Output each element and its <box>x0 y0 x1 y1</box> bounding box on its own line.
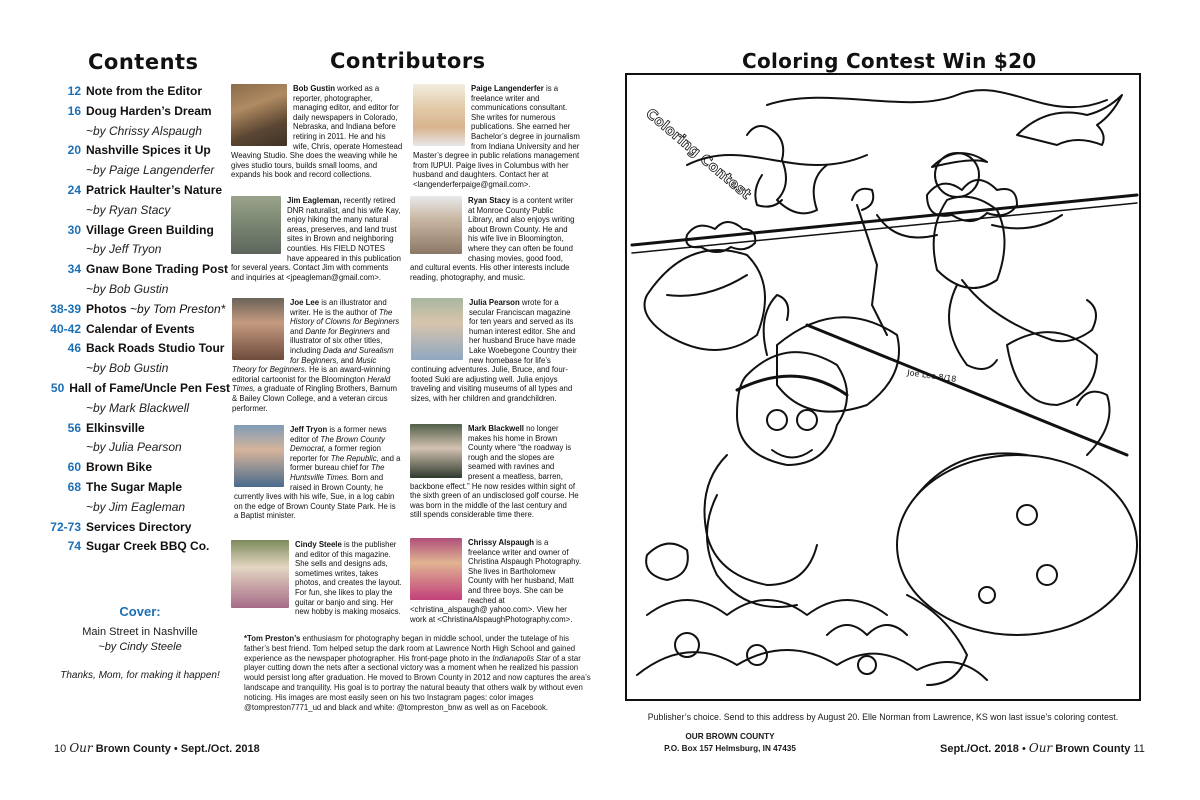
cover-description: Main Street in Nashville <box>82 626 198 638</box>
toc-item[interactable]: 20 Nashville Spices it Up <box>67 143 211 158</box>
art-title-lettering: Coloring Contest <box>642 105 754 203</box>
toc-item[interactable]: 40-42 Calendar of Events <box>50 321 195 336</box>
joe-lee-photo <box>232 298 284 360</box>
toc-item[interactable]: 68 The Sugar Maple <box>67 479 183 494</box>
bio-cindy-steele: Cindy Steele is the publisher and editor of this magazine. She sells and designs ads, sometimes writes, takes photos, and creates the layout. For fun, she likes to play the guitar or banjo and sing. Her new hobby is making mosaics. <box>231 540 405 617</box>
tom-preston-note: *Tom Preston’s enthusiasm for photography began in middle school, under the tutelage of his father’s best friend. Tom helped setup the dark room at Lawrence North High School and gained experience as the newspaper photographer. His front-page photo in the Indianapolis Star of a star player cutting down the nets after a sectional victory was a moment when he realized his passion would persist long after graduation. He moved to Brown County in 2012 and now captures the area’s landscape and tranquility. His goal is to portray the natural beauty that others walk by without even noticing. His images are most easily seen on his two Instagram pages: color images @tompreston7771_ud and black and white: @tompreston_bnw as well as on Facebook. <box>244 634 591 712</box>
bio-chrissy-alspaugh: Chrissy Alspaugh is a freelance writer and owner of Christina Alspaugh Photography. She lives in Bartholomew County with her husband, Matt and three boys. She can be reached at <christina_alspaugh@ yahoo.com>. View her work at <ChristinaAlspaughPhotography.com>. <box>410 538 581 624</box>
toc-byline: ~by Jim Eagleman <box>86 499 186 514</box>
toc-item[interactable]: 34 Gnaw Bone Trading Post <box>67 262 229 277</box>
bio-mark-blackwell: Mark Blackwell no longer makes his home in Brown County where “the roadway is rough and the slopes are seamed with ravines and present a meatless, barren, backbone effect.” He now resides within sight of the sixth green of an undisclosed golf course. He was born in the middle of the last century and still spends considerable time there. <box>410 424 579 520</box>
toc-byline: ~by Ryan Stacy <box>86 202 171 217</box>
toc-byline: ~by Paige Langenderfer <box>86 163 215 178</box>
toc-item[interactable]: 74 Sugar Creek BBQ Co. <box>67 539 210 554</box>
magazine-logo-our: Our <box>1028 741 1053 755</box>
bio-jim-eagleman: Jim Eagleman, recently retired DNR naturalist, and his wife Kay, enjoy hiking the many natural areas, preserves, and land trust sites in Brown and neighboring counties. His FIELD NOTES have appeared in this publication for several years. Contact Jim with comments and inquiries at <jpeagleman@gmail.com>. <box>231 196 402 282</box>
toc-byline: ~by Mark Blackwell <box>86 400 190 415</box>
toc-byline: ~by Julia Pearson <box>86 440 182 455</box>
toc-item[interactable]: 46 Back Roads Studio Tour <box>67 341 225 356</box>
toc-byline: ~by Bob Gustin <box>86 281 169 296</box>
toc-item[interactable]: 72-73 Services Directory <box>50 519 192 534</box>
toc-byline: ~by Jeff Tryon <box>86 242 162 257</box>
cindy-steele-photo <box>231 540 289 608</box>
coloring-contest-heading: Coloring Contest Win $20 <box>742 49 1037 73</box>
cover-title: Cover: <box>119 604 161 619</box>
cover-byline: ~by Cindy Steele <box>98 641 182 653</box>
mark-blackwell-photo <box>410 424 462 478</box>
contributors-heading: Contributors <box>330 49 486 73</box>
toc-byline: ~by Chrissy Alspaugh <box>86 123 202 138</box>
footer-left: 10 Our Brown County • Sept./Oct. 2018 <box>54 741 260 755</box>
artist-signature: Joe Lee 8/18 <box>906 368 957 384</box>
bob-gustin-photo <box>231 84 287 146</box>
toc-item[interactable]: 12 Note from the Editor <box>67 84 202 98</box>
bio-paige-langenderfer: Paige Langenderfer is a freelance writer and communications consultant. She writes for numerous publications. She earned her Bachelor’s degree in journalism from Indiana University and her Master’s degree in public relations management from IUPUI. Paige lives in Columbus with her husband and daughters. Contact her at <langenderferpaige@gmail.com>. <box>413 84 580 189</box>
toc-item[interactable]: 24 Patrick Haulter’s Nature <box>67 182 223 197</box>
page-number-left: 10 <box>54 743 67 755</box>
bio-joe-lee: Joe Lee is an illustrator and writer. He is the author of The History of Clowns for Beginners and Dante for Beginners and illustrator of six other titles, including Dada and Surealism for Beginners, and Music Theory for Beginners. He is an award-winning editorial cartoonist for the Bloomington Herald Times, a graduate of Ringling Brothers, Barnum & Bailey Clown College, and a veteran circus performer. <box>232 298 400 413</box>
toc-item[interactable]: 16 Doug Harden’s Dream <box>67 103 212 118</box>
table-of-contents <box>40 84 230 559</box>
toc-item[interactable]: 56 Elkinsville <box>67 420 145 435</box>
toc-item[interactable]: 60 Brown Bike <box>67 460 153 475</box>
issue-date: Sept./Oct. 2018 <box>940 743 1019 755</box>
bio-ryan-stacy: Ryan Stacy is a content writer at Monroe County Public Library, and also enjoys writing about Brown County. He and his wife live in Bloomington, where they can often be found chasing movies, good food, and cultural events. His other interests include reading, photography, and music. <box>410 196 575 282</box>
issue-date: Sept./Oct. 2018 <box>180 743 260 755</box>
line-art-illustration <box>627 75 1139 699</box>
jim-eagleman-photo <box>231 196 281 254</box>
mailing-address: OUR BROWN COUNTY P.O. Box 157 Helmsburg, IN 47435 <box>664 732 796 753</box>
contest-note: Publisher’s choice. Send to this address by August 20. Elle Norman from Lawrence, KS won last issue’s coloring contest. <box>647 712 1119 722</box>
ryan-stacy-photo <box>410 196 462 254</box>
contents-heading: Contents <box>88 50 199 74</box>
magazine-logo-our: Our <box>69 741 93 755</box>
thanks-note: Thanks, Mom, for making it happen! <box>60 670 220 681</box>
bio-bob-gustin: Bob Gustin worked as a reporter, photographer, managing editor, and editor for daily newspapers in Colorado, Nebraska, and Indiana before retiring in 2011. He and his wife, Chris, operate Homestead Weaving Studio. She does the weaving while he gives studio tours, builds small looms, and expands his book and record collections. <box>231 84 403 180</box>
bio-jeff-tryon: Jeff Tryon is a former news editor of The Brown County Democrat, a former region reporter for The Republic, and a former bureau chief for The Huntsville Times. Born and raised in Brown County, he currently lives with his wife, Sue, in a log cabin on the edge of Brown County State Park. He is a Baptist minister. <box>234 425 401 521</box>
bio-julia-pearson: Julia Pearson wrote for a secular Franciscan magazine for ten years and served as its human interest editor. She and her husband Bruce have made Lake Woebegone Country their new homebase for life’s continuing adventures. Julie, Bruce, and four-footed Suki are adjusting well. Julia enjoys traveling and visiting museums of all types and sizes, with her children and grandchildren. <box>411 298 577 403</box>
toc-byline: ~by Bob Gustin <box>86 361 169 376</box>
magazine-name: Brown County <box>1055 743 1131 755</box>
julia-pearson-photo <box>411 298 463 360</box>
cover-credit <box>40 604 240 655</box>
page-number-right: 11 <box>1133 743 1145 755</box>
toc-item[interactable]: 38-39 Photos ~by Tom Preston* <box>50 301 226 316</box>
chrissy-alspaugh-photo <box>410 538 462 600</box>
coloring-page-artwork <box>625 73 1141 701</box>
toc-item[interactable]: 50 Hall of Fame/Uncle Pen Fest <box>50 380 230 395</box>
paige-langenderfer-photo <box>413 84 465 146</box>
toc-item[interactable]: 30 Village Green Building <box>67 222 214 237</box>
jeff-tryon-photo <box>234 425 284 487</box>
magazine-name: Brown County <box>95 743 171 755</box>
footer-right: Sept./Oct. 2018 • Our Brown County 11 <box>940 741 1145 755</box>
